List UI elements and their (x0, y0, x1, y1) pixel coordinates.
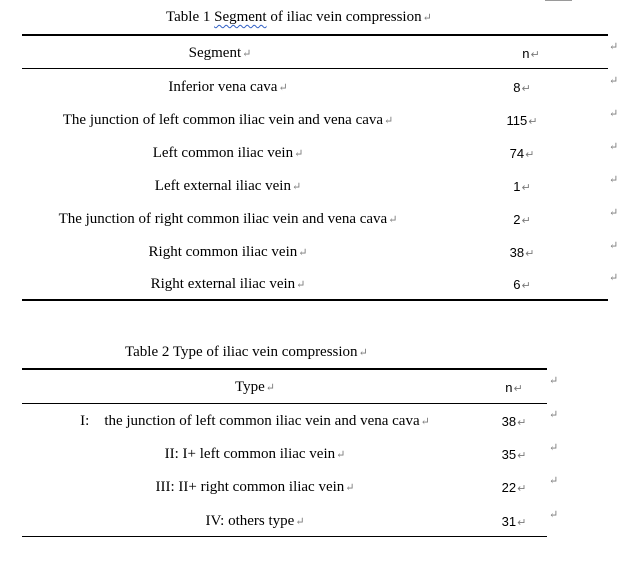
row-end-mark-icon: ↵ (549, 509, 559, 521)
paragraph-mark-icon: ↵ (291, 181, 302, 193)
table2-row-label (80, 413, 430, 430)
row-end-mark-icon: ↵ (549, 475, 559, 487)
table1-row-label (153, 145, 304, 162)
paragraph-mark-icon: ↵ (296, 279, 306, 291)
row-end-mark-icon: ↵ (609, 207, 619, 219)
row-end-mark-icon: ↵ (609, 141, 619, 153)
paragraph-mark-icon: ↵ (298, 247, 308, 259)
cell-value: 8 (513, 80, 521, 95)
table1-caption-spellcheck-word: Segment (214, 9, 267, 25)
table2-row-label (205, 513, 304, 530)
paragraph-mark-icon: ↵ (278, 82, 288, 94)
paragraph-mark-icon: ↵ (528, 116, 538, 128)
paragraph-mark-icon: ↵ (517, 483, 527, 495)
table1-row-label (155, 178, 301, 195)
table1-row-n (513, 80, 530, 95)
table1-header-n (522, 46, 539, 61)
table1-row-n (507, 113, 538, 128)
cell-text: Right external iliac vein (150, 276, 296, 292)
paragraph-mark-icon: ↵ (517, 450, 527, 462)
row-end-mark-icon: ↵ (609, 75, 619, 87)
paragraph-mark-icon: ↵ (420, 416, 430, 428)
table1-row-label (151, 276, 306, 293)
paragraph-mark-icon: ↵ (336, 449, 346, 461)
cell-value: 38 (501, 414, 517, 429)
table2-row-label (155, 479, 354, 496)
cell-text: I: the junction of left common iliac vein and vena cava (80, 413, 420, 429)
paragraph-mark-icon: ↵ (345, 482, 355, 494)
cell-value: 31 (501, 514, 517, 529)
table2-row-label (165, 446, 346, 463)
cell-value: 2 (513, 212, 521, 227)
table1-header-rule (22, 68, 608, 69)
table1-row-n (513, 179, 530, 194)
paragraph-mark-icon: ↵ (294, 148, 304, 160)
table2-row-n (502, 414, 527, 429)
table1-caption-prefix: Table 1 (166, 9, 211, 25)
table2-caption (125, 344, 368, 361)
cell-value: 6 (513, 277, 521, 292)
table1-row-n (510, 245, 535, 260)
paragraph-mark-icon: ↵ (295, 516, 305, 528)
header-label: Type (235, 379, 265, 395)
cell-text: Right common iliac vein (148, 244, 298, 260)
paragraph-mark-icon: ↵ (521, 182, 531, 194)
paragraph-mark-icon: ↵ (525, 149, 535, 161)
cell-value: 1 (513, 179, 521, 194)
cell-text: Left common iliac vein (152, 145, 294, 161)
table1-row-label (149, 244, 308, 261)
table1-row-n (510, 146, 535, 161)
table2-top-rule (22, 368, 547, 370)
cell-text: The junction of right common iliac vein and vena cava (58, 211, 388, 227)
row-end-mark-icon: ↵ (609, 41, 619, 53)
cell-value: 74 (509, 146, 525, 161)
cell-text: Inferior vena cava (168, 79, 278, 95)
paragraph-mark-icon: ↵ (358, 347, 368, 359)
paragraph-mark-icon: ↵ (242, 48, 252, 60)
cell-text: III: II+ right common iliac vein (155, 479, 345, 495)
header-label: Segment (188, 45, 242, 61)
table2-row-n (502, 480, 527, 495)
table1-row-n (513, 277, 530, 292)
paragraph-mark-icon: ↵ (513, 383, 523, 395)
row-end-mark-icon: ↵ (549, 375, 559, 387)
paragraph-mark-icon: ↵ (422, 12, 432, 24)
row-end-mark-icon: ↵ (549, 409, 559, 421)
table2-header-rule (22, 403, 547, 404)
table2-header-type (235, 379, 275, 396)
table1-header-segment (189, 45, 252, 62)
cell-text: II: I+ left common iliac vein (164, 446, 336, 462)
cell-text: Left external iliac vein (154, 178, 291, 194)
table2-row-n (502, 514, 527, 529)
header-label: n (522, 46, 530, 61)
cell-text: IV: others type (205, 513, 295, 529)
paragraph-mark-icon: ↵ (521, 280, 531, 292)
row-end-mark-icon: ↵ (609, 108, 619, 120)
row-end-mark-icon: ↵ (609, 272, 619, 284)
table2-bottom-rule (22, 536, 547, 537)
top-edge-fragment (545, 0, 572, 1)
cell-value: 35 (501, 447, 517, 462)
paragraph-mark-icon: ↵ (384, 115, 394, 127)
table1-row-n (513, 212, 530, 227)
paragraph-mark-icon: ↵ (388, 214, 398, 226)
paragraph-mark-icon: ↵ (517, 517, 527, 529)
cell-value: 115 (506, 113, 528, 128)
paragraph-mark-icon: ↵ (521, 83, 531, 95)
header-label: n (505, 380, 513, 395)
row-end-mark-icon: ↵ (609, 240, 619, 252)
table1-caption-rest: of iliac vein compression (266, 9, 422, 25)
table2-header-n (505, 380, 522, 395)
table2-row-n (502, 447, 527, 462)
paragraph-mark-icon: ↵ (525, 248, 535, 260)
table1-row-label (59, 211, 398, 228)
cell-value: 38 (509, 245, 525, 260)
table2-caption-text: Table 2 Type of iliac vein compression (125, 344, 358, 360)
paragraph-mark-icon: ↵ (521, 215, 531, 227)
table1-caption (166, 9, 432, 26)
paragraph-mark-icon: ↵ (530, 49, 540, 61)
paragraph-mark-icon: ↵ (265, 382, 275, 394)
cell-text: The junction of left common iliac vein and vena cava (62, 112, 384, 128)
table1-bottom-rule (22, 299, 608, 301)
paragraph-mark-icon: ↵ (517, 417, 527, 429)
table1-row-label (63, 112, 394, 129)
row-end-mark-icon: ↵ (549, 442, 559, 454)
table1-top-rule (22, 34, 608, 36)
row-end-mark-icon: ↵ (609, 174, 619, 186)
table1-row-label (168, 79, 287, 96)
cell-value: 22 (501, 480, 517, 495)
